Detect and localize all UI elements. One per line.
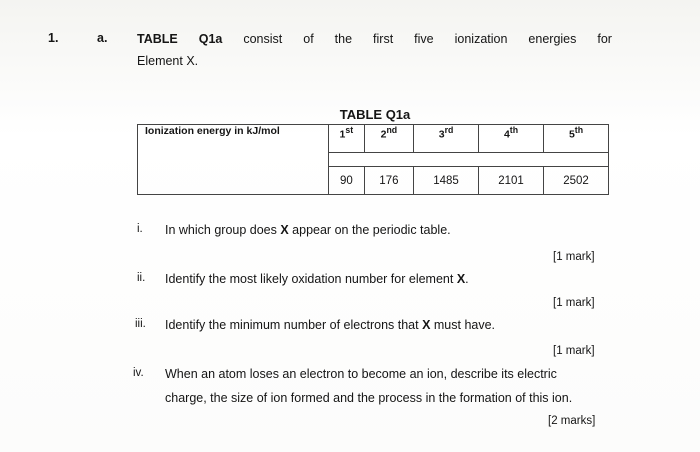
header-cell: 5th bbox=[543, 125, 608, 153]
intro-word: five bbox=[414, 32, 434, 46]
subquestion-text: Identify the minimum number of electrons that X must have. bbox=[165, 318, 496, 332]
mark-label: [1 mark] bbox=[553, 251, 595, 263]
subquestion-text-line2: charge, the size of ion formed and the process in the formation of this ion. bbox=[165, 391, 573, 405]
subquestion-numeral: iv. bbox=[133, 367, 144, 379]
header-cell: 4th bbox=[479, 125, 544, 153]
intro-word: TABLE bbox=[137, 32, 178, 46]
intro-word: for bbox=[597, 32, 612, 46]
value-cell: 176 bbox=[364, 167, 413, 195]
row-label-cell bbox=[138, 125, 329, 195]
intro-word: ionization bbox=[454, 32, 508, 46]
intro-word: first bbox=[373, 32, 394, 46]
subquestion-numeral: i. bbox=[137, 223, 143, 235]
question-intro-line1 bbox=[137, 32, 612, 46]
header-cell: 3rd bbox=[414, 125, 479, 153]
subquestion-text: In which group does X appear on the periodic table. bbox=[165, 223, 451, 237]
header-cell: 2nd bbox=[364, 125, 413, 153]
intro-word: energies bbox=[528, 32, 577, 46]
intro-word: consist bbox=[243, 32, 283, 46]
subquestion-numeral: iii. bbox=[135, 318, 146, 330]
value-cell: 2101 bbox=[479, 167, 544, 195]
subquestion-numeral: ii. bbox=[137, 272, 146, 284]
intro-word: Q1a bbox=[198, 32, 223, 46]
subquestion-text-line1: When an atom loses an electron to become an ion, describe its electric bbox=[165, 367, 557, 381]
subquestion-text: Identify the most likely oxidation number for element X. bbox=[165, 272, 469, 286]
mark-label: [1 mark] bbox=[553, 297, 595, 309]
question-intro-line2: Element X. bbox=[137, 54, 199, 68]
table-caption: TABLE Q1a bbox=[339, 107, 411, 122]
value-cell: 1485 bbox=[414, 167, 479, 195]
mark-label: [1 mark] bbox=[553, 345, 595, 357]
question-number: 1. bbox=[48, 31, 59, 45]
value-cell: 2502 bbox=[543, 167, 608, 195]
intro-word: the bbox=[334, 32, 353, 46]
question-part: a. bbox=[97, 31, 108, 45]
intro-word: of bbox=[303, 32, 314, 46]
value-cell: 90 bbox=[329, 167, 365, 195]
ionization-table bbox=[137, 124, 609, 195]
spacer-cell bbox=[329, 152, 609, 166]
row-label: Ionization energy in kJ/mol bbox=[145, 125, 280, 137]
header-cell: 1st bbox=[329, 125, 365, 153]
mark-label: [2 marks] bbox=[548, 415, 596, 427]
